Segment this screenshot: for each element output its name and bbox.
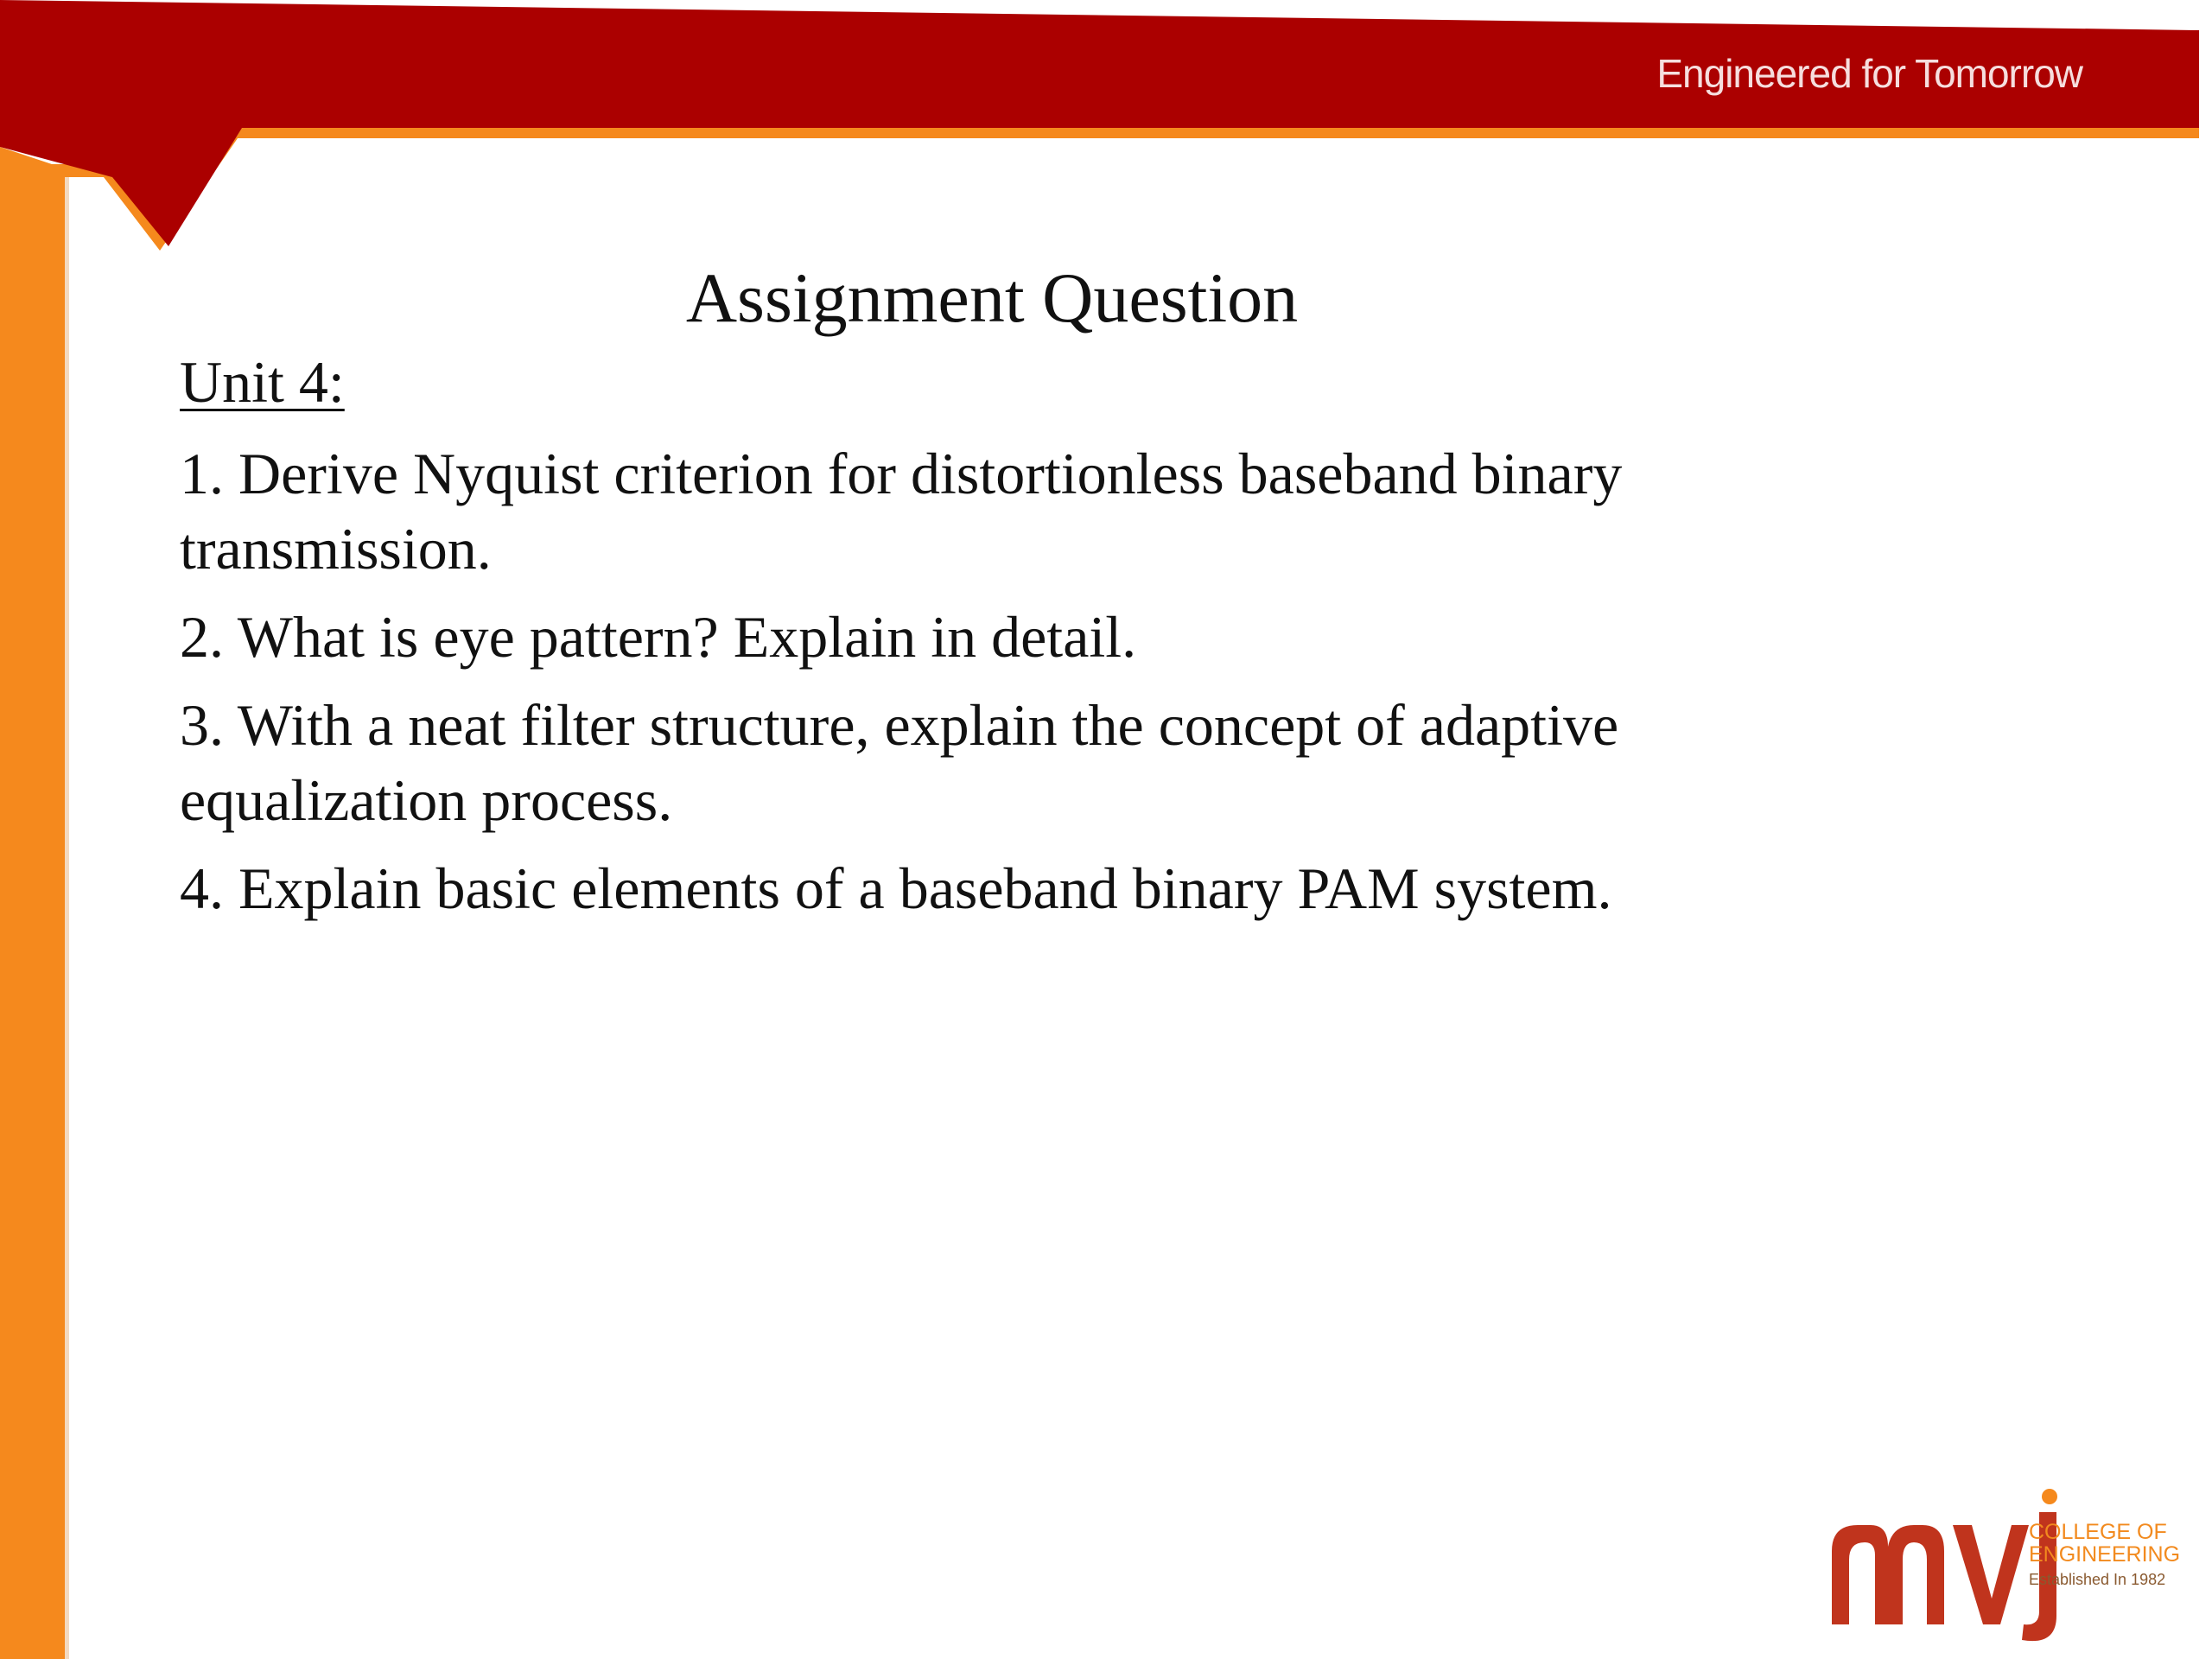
header-tagline: Engineered for Tomorrow (1656, 51, 2082, 96)
logo-text (2029, 1521, 2180, 1587)
question-item-1: 1. Derive Nyquist criterion for distortionless baseband binary transmission. (180, 441, 1623, 582)
logo-college-line2: ENGINEERING (2029, 1542, 2181, 1567)
question-item-2: 2. What is eye pattern? Explain in detail. (180, 604, 1137, 670)
logo-college-line1: COLLEGE OF (2029, 1520, 2167, 1544)
unit-heading: Unit 4: (180, 349, 345, 415)
question-item-4: 4. Explain basic elements of a baseband binary PAM system. (180, 855, 1612, 921)
logo-established: Established In 1982 (2029, 1570, 2166, 1588)
slide-title: Assignment Question (685, 258, 1299, 337)
question-item-3: 3. With a neat filter structure, explain the concept of adaptive equalization process. (180, 692, 1619, 833)
question-list (180, 436, 1821, 939)
